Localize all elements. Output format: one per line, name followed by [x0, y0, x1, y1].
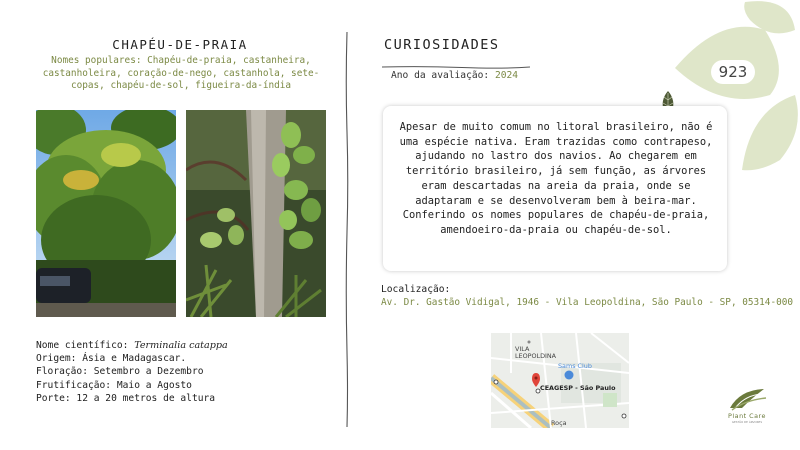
title-underline	[382, 54, 530, 58]
year-label: Ano da avaliação:	[391, 70, 495, 81]
fruiting: Frutificação: Maio a Agosto	[36, 379, 192, 391]
curiosity-card	[383, 106, 727, 271]
column-divider	[344, 32, 350, 427]
scientific-name: Terminalia catappa	[134, 340, 228, 351]
location-address[interactable]: Av. Dr. Gastão Vidigal, 1946 - Vila Leopoldina, São Paulo - SP, 05314-000	[381, 297, 794, 308]
plant-info	[36, 339, 228, 405]
map-bottom-label: Roça	[551, 419, 567, 427]
location-map[interactable]	[491, 333, 629, 428]
logo-tagline: GESTÃO DE ÁRVORES	[731, 420, 763, 424]
leaves-photo	[186, 110, 326, 317]
curiosity-text: Apesar de muito comum no litoral brasileiro, não é uma espécie nativa. Eram trazidas como contrapeso, ajudando no lastro dos navios. Ao chegarem em território brasileiro, já sem função, as árvores eram descartadas na areia da praia, onde se adaptaram e se desenvolveram bem à beira-mar. Conferindo os nomes populares de chapéu-de-praia, amendoeiro-da-praia ou chapéu-de-sol.	[399, 121, 713, 236]
size: Porte: 12 a 20 metros de altura	[36, 392, 216, 404]
scientific-name-row	[36, 339, 228, 352]
map-area-label: VILA	[515, 345, 530, 353]
map-pin-label: CEAGESP - São Paulo	[540, 384, 616, 392]
curiosities-title: CURIOSIDADES	[384, 37, 500, 53]
logo-name: Plant Care	[728, 412, 766, 420]
year-value: 2024	[494, 70, 519, 81]
tree-photo	[36, 110, 176, 317]
popular-names: Nomes populares: Chapéu-de-praia, castanheira, castanholeira, coração-de-nego, castanhola, sete-copas, chapéu-de-sol, figueira-da-índia	[42, 55, 320, 91]
origin: Origem: Ásia e Madagascar.	[36, 353, 187, 365]
plant-care-logo	[722, 386, 772, 426]
scientific-name-label: Nome científico:	[36, 340, 135, 351]
plant-code: 923	[711, 60, 755, 84]
plant-title: CHAPÉU-DE-PRAIA	[112, 37, 248, 52]
evaluation-year	[391, 70, 518, 81]
map-area-label-2: LEOPOLDINA	[515, 352, 557, 360]
location-label: Localização:	[381, 284, 451, 295]
map-store-label: Sams Club	[558, 362, 592, 370]
flowering: Floração: Setembro a Dezembro	[36, 366, 204, 378]
